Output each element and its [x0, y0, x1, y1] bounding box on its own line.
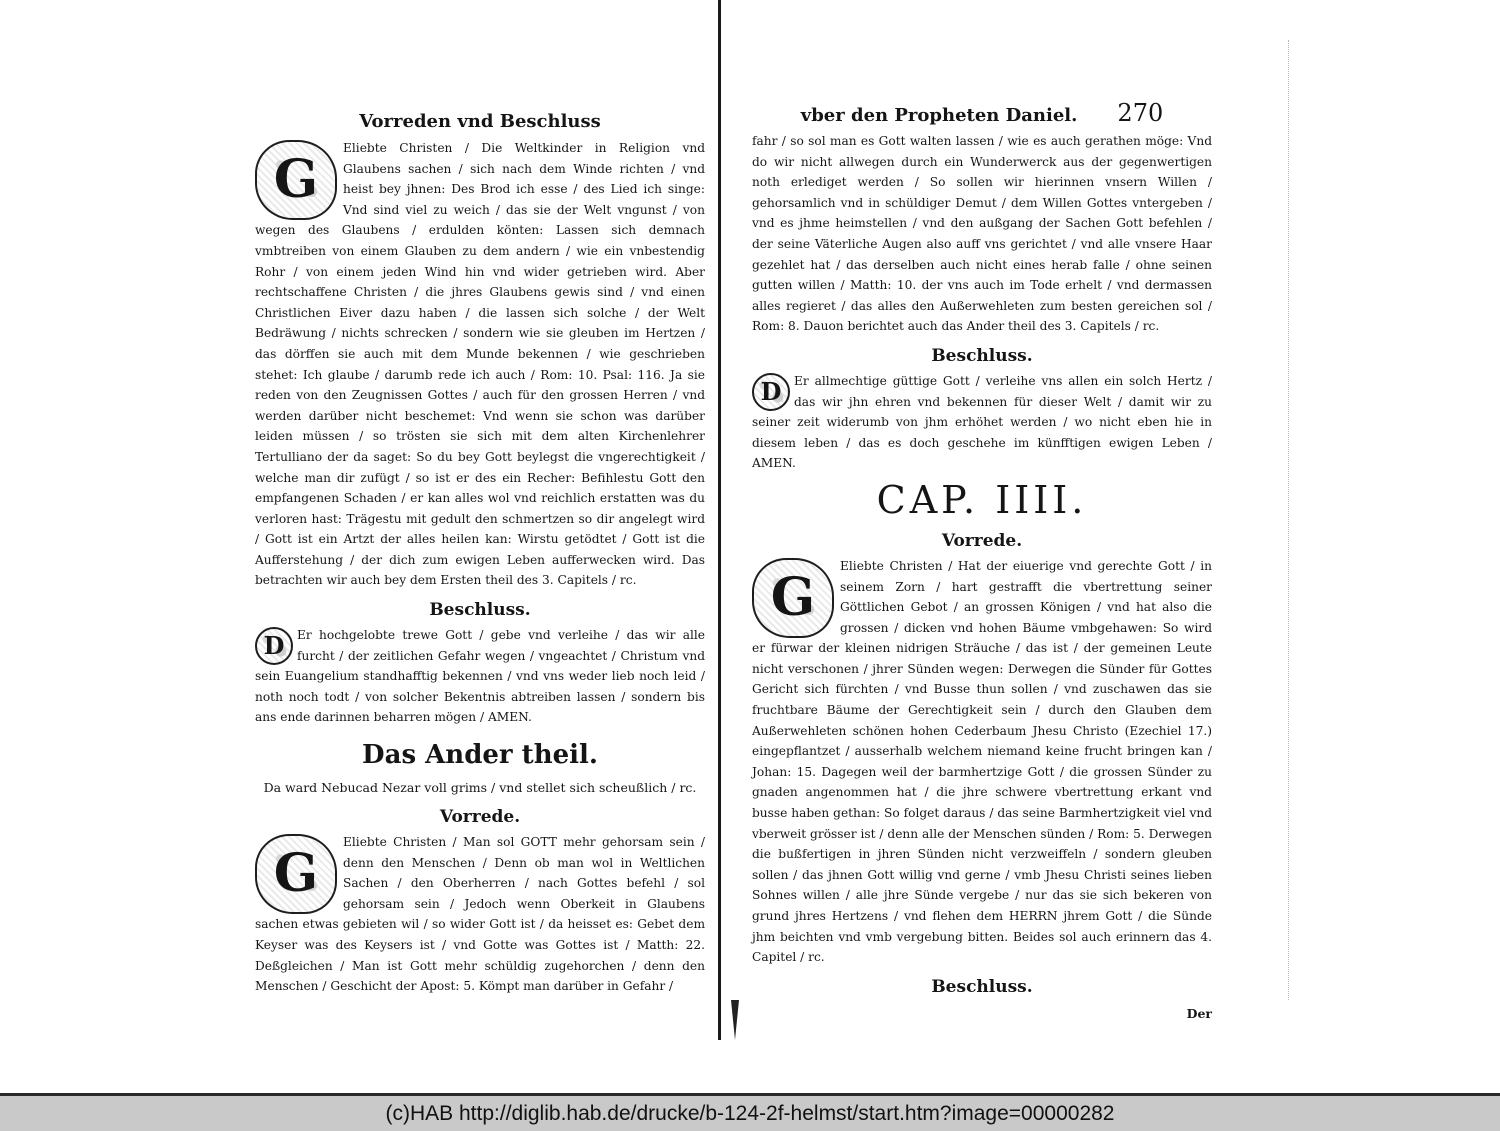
chapter-heading: CAP. IIII.	[876, 477, 1088, 522]
book-gutter	[718, 0, 721, 1040]
running-head: vber den Propheten Daniel.	[800, 105, 1078, 126]
part-title: Das Ander theil.	[362, 740, 598, 771]
right-page	[752, 99, 1212, 1021]
ornamental-initial: G	[255, 140, 337, 220]
section-heading: Vorrede.	[941, 530, 1023, 551]
ornamental-initial: G	[752, 558, 834, 638]
ornamental-initial: D	[255, 627, 293, 665]
section-heading: Beschluss.	[429, 600, 531, 621]
part-subtitle: Da ward Nebucad Nezar voll grims / vnd stellet sich scheußlich / rc.	[263, 780, 697, 796]
conclusion-block	[752, 371, 1212, 474]
body-paragraph: Er hochgelobte trewe Gott / gebe vnd verleihe / das wir alle furcht / der zeitlichen Gefahr wegen / vngeachtet / Christum vnd sein Euangelium standhafftig bekennen / vnd vns weder lieb noch leid / noth noch todt / von solcher Bekentnis abtreiben lassen / sondern bis ans ende darinnen beharren mögen / AMEN.	[255, 628, 705, 725]
gutter-shadow	[731, 1000, 739, 1040]
section-heading: Beschluss.	[931, 345, 1033, 366]
page-number: 270	[1117, 99, 1164, 127]
section-heading: Beschluss.	[931, 976, 1033, 997]
footer-text: (c)HAB http://diglib.hab.de/drucke/b-124-2f-helmst/start.htm?image=00000282	[385, 1101, 1115, 1125]
preface-block	[255, 832, 705, 997]
body-paragraph: Eliebte Christen / Die Weltkinder in Religion vnd Glaubens sachen / sich nach dem Winde richten / vnd heist bey jhnen: Des Brod ich esse / des Lied ich singe: Vnd sind viel zu weich / das sie der Welt vngunst / von wegen des Glaubens / erdulden könten: Lassen sich demnach vmbtreiben von einem Glauben zu dem andern / wie ein vnbestendig Rohr / von einem jeden Wind hin vnd wider getrieben wird. Aber rechtschaffene Christen / die jhres Glaubens gewis sind / vnd einen Christlichen Eiver dazu haben / die lassen sich solche / der Welt Bedräwung / nichts schrecken / sondern wie sie gleuben im Hertzen / das dörffen sie auch mit dem Munde bekennen / wie geschrieben stehet: Ich glaube / darumb rede ich auch / Rom: 10. Psal: 116. Ja sie reden von den Zeugnissen Gottes / auch für den grossen Herren / vnd werden darüber nicht beschemet: Vnd wenn sie schon was darüber leiden müssen / so trösten sie sich mit dem alten Kirchenlehrer Tertulliano der da saget: So du bey Gott beylegst die vngerechtigkeit / welche man dir zufügt / so ist er des ein Recher: Befihlestu Gott den empfangenen Schaden / er kan alles wol vnd reichlich erstatten was du verloren hast: Trägestu mit gedult den schmertzen so dir angelegt wird / Gott ist ein Artzt der alles heilen kan: Wirstu getödtet / Gott ist die Aufferstehung / der dich zum ewigen Leben aufferwecken wird. Das betrachten wir auch bey dem Ersten theil des 3. Capitels / rc.	[255, 141, 705, 588]
body-paragraph: Eliebte Christen / Hat der eiuerige vnd gerechte Gott / in seinem Zorn / hart gestrafft die vbertrettung seiner Göttlichen Gebot / an grossen Königen / vnd hat also die grossen / dicken vnd hohen Bäume vmbgehawen: So wird er fürwar der kleinen nidrigen Sträuche / das ist / der gemeinen Leute nicht verschonen / jhrer Sünden wegen: Derwegen die Sünder für Gottes Gericht sich fürchten / vnd Busse thun sollen / vnd zuschawen das sie fruchtbare Bäume der Gerechtigkeit sein / durch den Glauben dem Außerwehleten schönen hohen Cederbaum Jhesu Christo (Ezechiel 17.) eingepflantzet / ausserhalb welchem niemand keine frucht bringen kan / Johan: 15. Dagegen weil der barmhertzige Gott / die grossen Sünder zu gnaden angenommen hat / die jhre schwere vbertrettung erkant vnd busse haben gethan: So folget daraus / das seine Barmhertzigkeit viel vnd vberweit grösser ist / denn alle der Menschen sünden / Rom: 5. Derwegen die bußfertigen in jhren Sünden nicht verzweiffeln / sondern gleuben sollen / das jhnen Gott willig vnd gerne / vmb Jhesu Christi seines lieben Sohnes willen / alle jhre Sünde vergebe / nur das sie sich bekeren von grund jhres Hertzens / vnd flehen dem HERRN jhrem Gott / die Sünde jhm beichten vnd vmb vergebung bitten. Beides sol auch erinnern das 4. Capitel / rc.	[752, 558, 1212, 965]
copyright-footer	[0, 1093, 1500, 1131]
running-head: Vorreden vnd Beschluss	[359, 111, 601, 132]
section-heading: Vorrede.	[439, 807, 521, 828]
ornamental-initial: D	[752, 373, 790, 411]
running-head-row	[752, 100, 1212, 129]
left-page	[255, 110, 705, 994]
body-paragraph: Eliebte Christen / Man sol GOTT mehr gehorsam sein / denn den Menschen / Denn ob man wol in Weltlichen Sachen / den Oberherren / nach Gottes befehl / sol gehorsam sein / Jedoch wenn Oberkeit in Glaubens sachen etwas gebieten wil / so wider Gott ist / da heisset es: Gebet dem Keyser was des Keysers ist / vnd Gotte was Gottes ist / Matth: 22. Deßgleichen / Man ist Gott mehr schüldig zugehorchen / denn den Menschen / Geschicht der Apost: 5. Kömpt man darüber in Gefahr /	[255, 835, 705, 994]
body-paragraph: Er allmechtige güttige Gott / verleihe vns allen ein solch Hertz / das wir jhn ehren vnd bekennen für dieser Welt / damit wir zu seiner zeit widerumb von jhm erhöhet werden / wo nicht eben hie in diesem leben / das es doch geschehe im künfftigen ewigen Leben / AMEN.	[752, 373, 1212, 471]
preface-block	[752, 556, 1212, 968]
preface-block	[255, 138, 705, 591]
catchword: Der	[1186, 1005, 1212, 1021]
ornamental-initial: G	[255, 834, 337, 914]
page-edge	[1288, 40, 1290, 1000]
conclusion-block	[255, 625, 705, 728]
body-paragraph: fahr / so sol man es Gott walten lassen / wie es auch gerathen möge: Vnd do wir nicht allwegen durch ein Wunderwerck aus der gegenwertigen noth erlediget werden / So sollen wir hierinnen vnsern Willen / gehorsamlich vnd in schüldiger Demut / dem Willen Gottes vntergeben / vnd es jhme heimstellen / vnd den außgang der Sachen Gott befehlen / der seine Väterliche Augen also auff vns gerichtet / vnd alle vnsere Haar gezehlet hat / das derselben auch nicht eines herab falle / ohne seinen gutten willen / Matth: 10. der vns auch im Tode erhelt / vnd dermassen alles regieret / das alles den Außerwehleten zum besten gereichen sol / Rom: 8. Dauon berichtet auch das Ander theil des 3. Capitels / rc.	[752, 134, 1212, 334]
